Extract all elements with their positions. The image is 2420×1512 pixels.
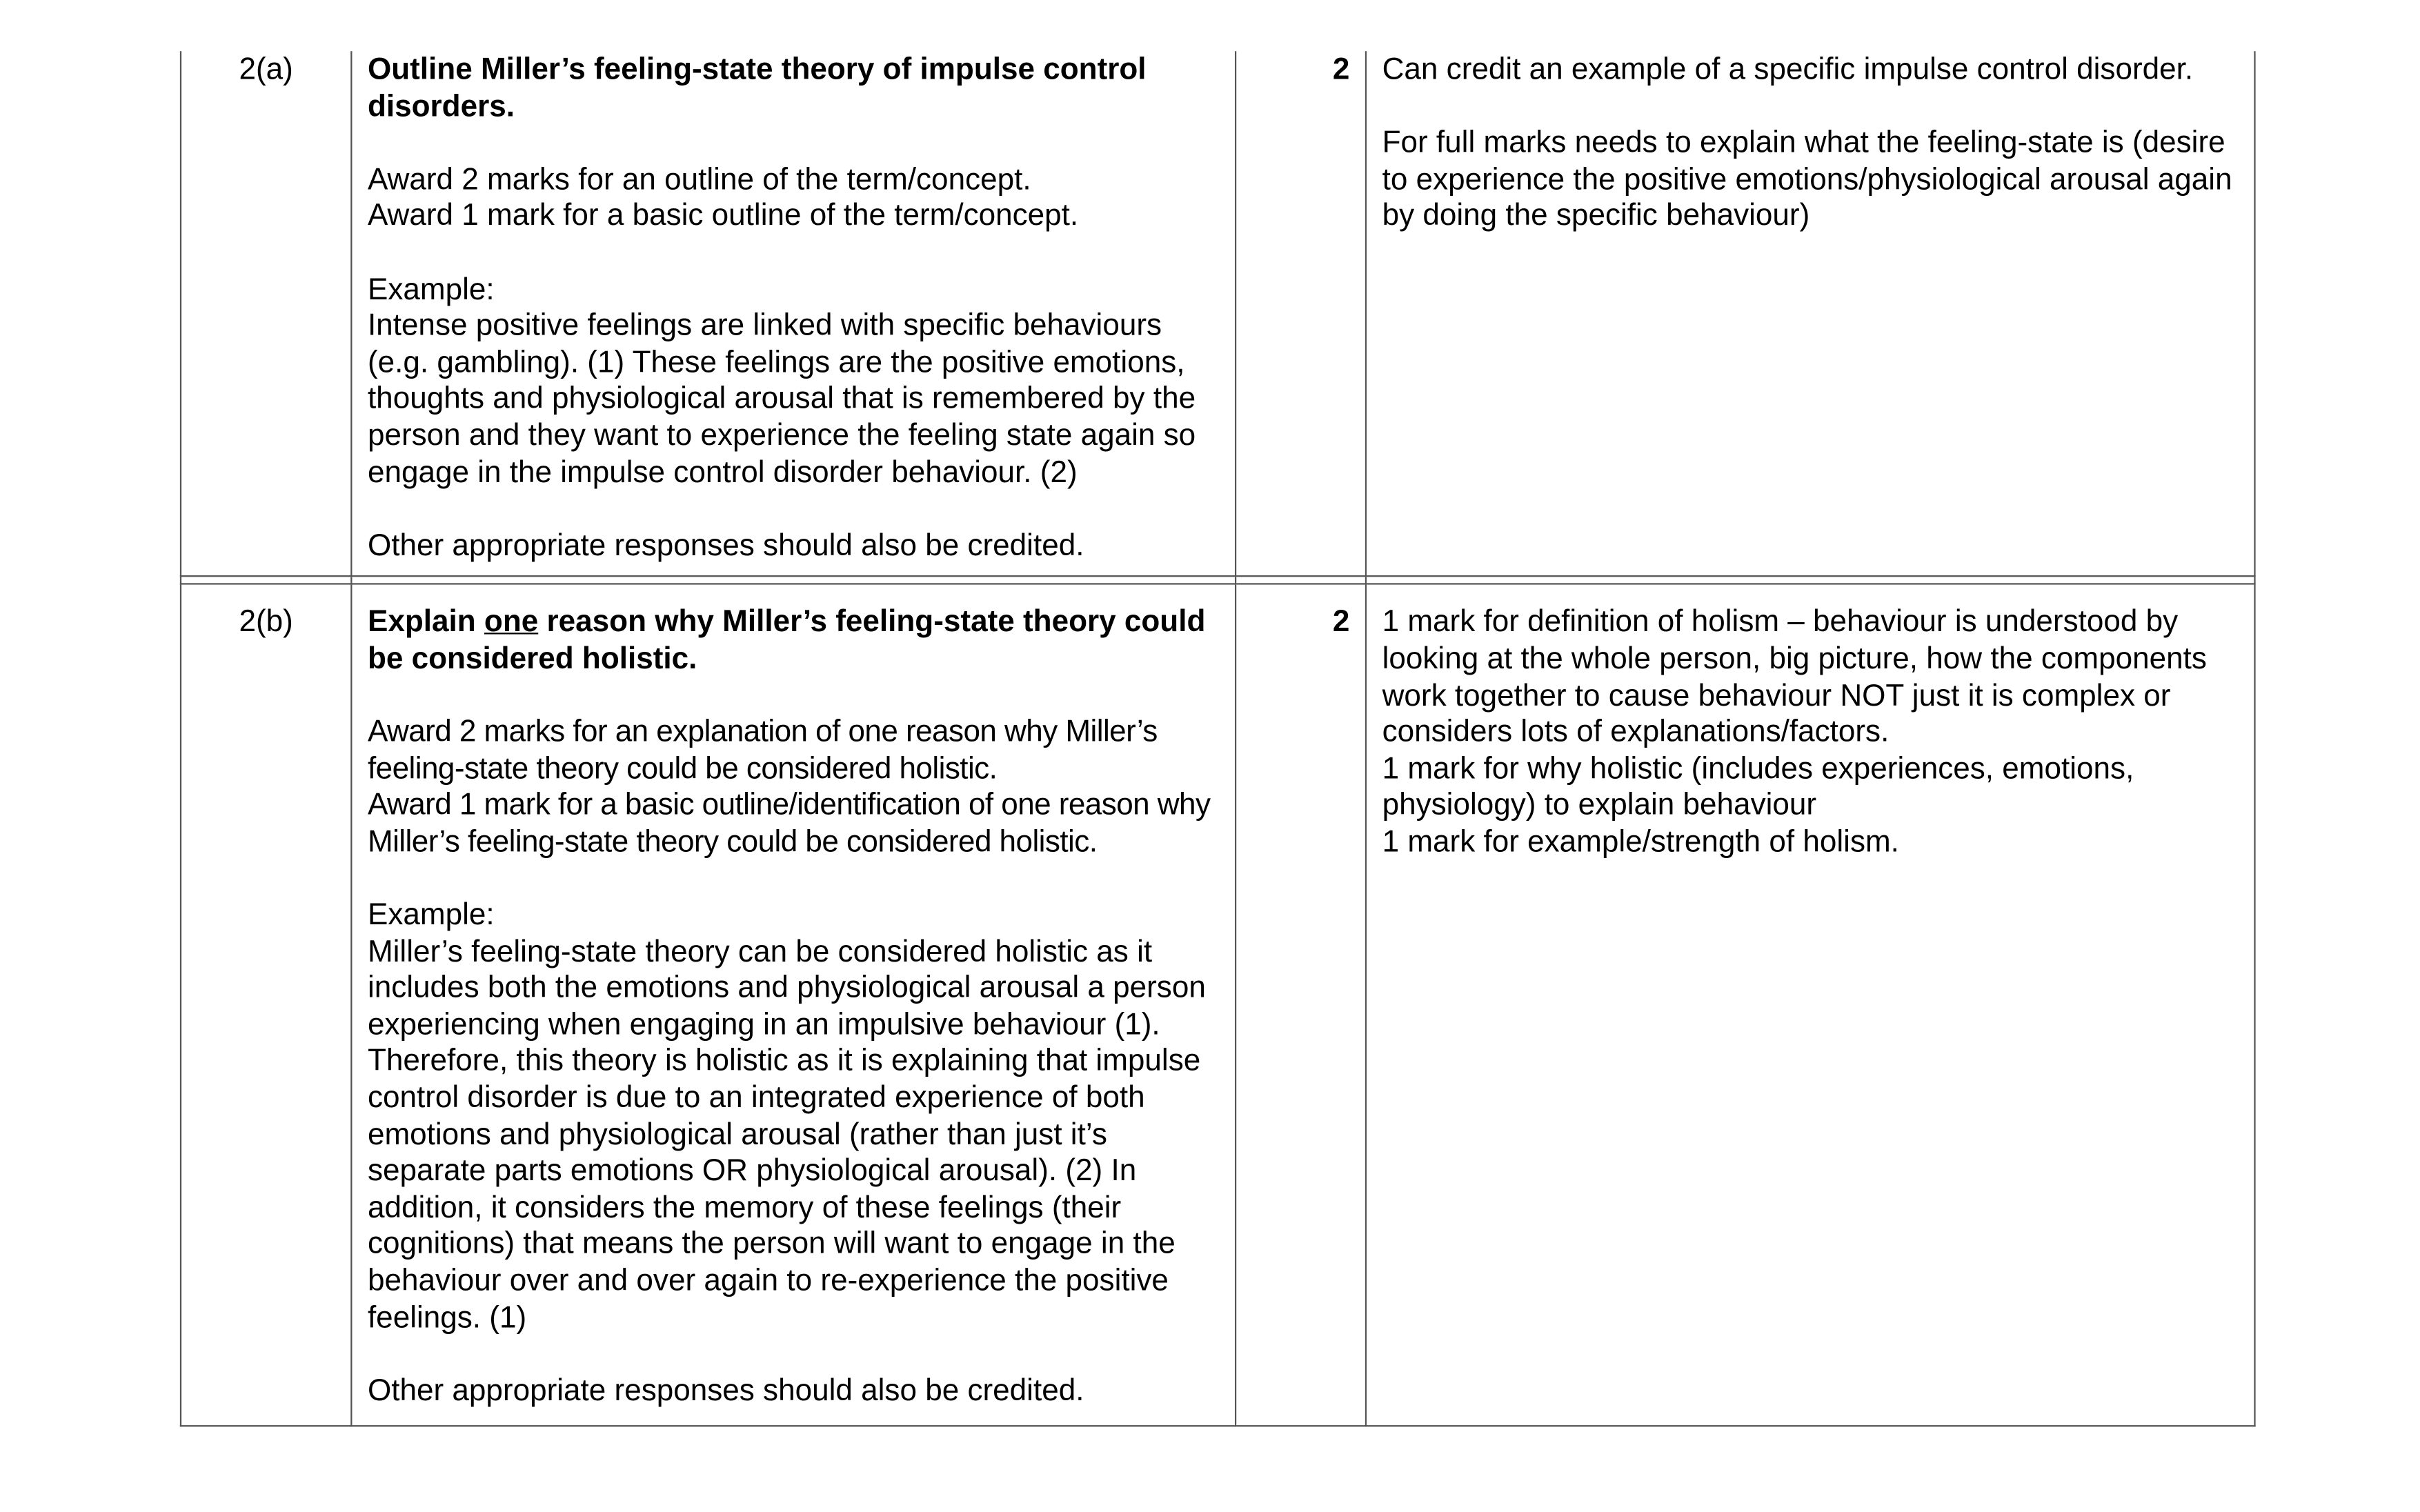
question-prompt-emphasis: one <box>484 605 539 639</box>
award-full-text: Award 2 marks for an outline of the term/concept. <box>367 162 1031 197</box>
mark-scheme-table <box>180 51 2256 1427</box>
award-partial-text: Award 1 mark for a basic outline of the term/concept. <box>367 199 1079 234</box>
question-prompt: Outline Miller’s feeling-state theory of impulse control disorders. <box>367 52 1147 123</box>
guidance-text: 1 mark for example/strength of holism. <box>1382 824 1899 859</box>
answer-cell <box>351 584 1236 1426</box>
guidance-text: 1 mark for why holistic (includes experiences, emotions, physiology) to explain behaviour <box>1382 751 2134 823</box>
question-number-cell <box>181 51 351 577</box>
table-row <box>181 584 2255 1426</box>
example-label: Example: <box>367 897 495 933</box>
other-responses-text: Other appropriate responses should also be credited. <box>367 528 1084 563</box>
question-prompt <box>368 606 1220 679</box>
question-number: 2(b) <box>239 605 293 639</box>
award-full-text: Award 2 marks for an explanation of one reason why Miller’s feeling-state theory could be considered holistic. <box>367 715 1158 786</box>
table-row <box>181 51 2255 577</box>
question-number-cell <box>181 584 351 1426</box>
marks-cell <box>1236 51 1366 577</box>
guidance-cell <box>1366 51 2255 577</box>
row-separator <box>181 577 2255 584</box>
answer-cell <box>351 51 1236 577</box>
guidance-cell <box>1366 584 2255 1426</box>
example-text: Miller’s feeling-state theory can be considered holistic as it includes both the emotions and physiological arousal a person experiencing when engaging in an impulsive behaviour (1). Therefore, this theory is holistic as it is explaining that impulse control disorder is due to an integrated experience of both emotions and physiological arousal (rather than just it’s separate parts emotions OR physiological arousal). (2) In addition, it considers the memory of these feelings (their cognitions) that means the person will want to engage in the behaviour over and over again to re-experience the positive feelings. (1) <box>367 934 1206 1335</box>
example-text: Intense positive feelings are linked with specific behaviours (e.g. gambling). (1) These feelings are the positive emotions, thoughts and physiological arousal that is remembered by the person and they want to experience the feeling state again so engage in the impulse control disorder behaviour. (2) <box>367 308 1196 490</box>
other-responses-text: Other appropriate responses should also be credited. <box>367 1373 1084 1408</box>
award-partial-text: Award 1 mark for a basic outline/identification of one reason why Miller’s feeling-state theory could be considered holistic. <box>367 788 1211 859</box>
marks-value: 2 <box>1332 52 1350 87</box>
question-number: 2(a) <box>239 52 293 87</box>
guidance-text: 1 mark for definition of holism – behaviour is understood by looking at the whole person, big picture, how the components work together to cause behaviour NOT just it is complex or considers lots of explanations/factors. <box>1382 605 2207 750</box>
guidance-text: For full marks needs to explain what the feeling-state is (desire to experience the positive emotions/physiological arousal again by doing the specific behaviour) <box>1382 126 2232 234</box>
marks-value: 2 <box>1332 605 1350 639</box>
marks-cell <box>1236 584 1366 1426</box>
question-prompt-start: Explain <box>367 605 484 639</box>
guidance-text: Can credit an example of a specific impulse control disorder. <box>1382 52 2194 87</box>
question-prompt-end: reason why Miller’s feeling-state theory could be considered holistic. <box>367 605 1206 677</box>
example-label: Example: <box>367 272 495 307</box>
